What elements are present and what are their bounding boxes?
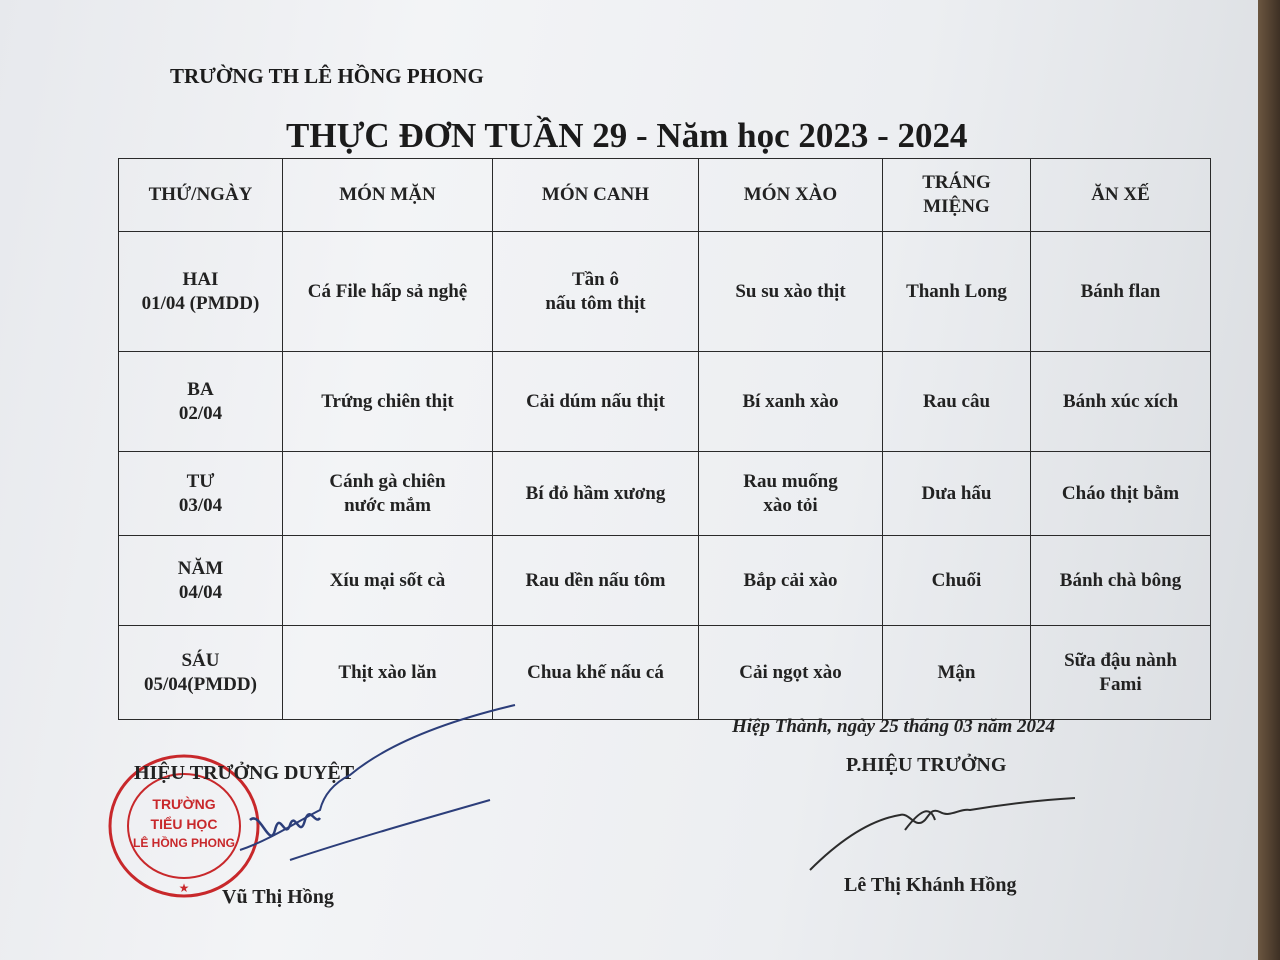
left-signatory-title: HIỆU TRƯỞNG DUYỆT xyxy=(134,762,355,784)
day-name: TƯ xyxy=(186,470,215,492)
header-xao: MÓN XÀO xyxy=(699,159,883,232)
cell-trang-mieng: Thanh Long xyxy=(883,232,1031,352)
cell-canh: Rau dền nấu tôm xyxy=(493,536,699,626)
header-day: THỨ/NGÀY xyxy=(119,159,283,232)
day-name: SÁU xyxy=(181,649,220,671)
stamp-line-3: LÊ HỒNG PHONG xyxy=(132,836,235,850)
cell-man: Cánh gà chiên nước mắm xyxy=(283,452,493,536)
left-signature xyxy=(230,700,530,880)
cell-an-xe: Bánh chà bông xyxy=(1031,536,1211,626)
day-name: BA xyxy=(187,378,214,400)
date-line: Hiệp Thành, ngày 25 tháng 03 năm 2024 xyxy=(732,716,1056,737)
cell-canh: Bí đỏ hầm xương xyxy=(493,452,699,536)
day-date: 01/04 (PMDD) xyxy=(141,292,260,314)
table-row xyxy=(119,232,1211,352)
day-date: 05/04(PMDD) xyxy=(144,673,257,695)
cell-an-xe: Bánh xúc xích xyxy=(1031,352,1211,452)
cell-an-xe: Sữa đậu nành Fami xyxy=(1031,626,1211,720)
cell-an-xe: Bánh flan xyxy=(1031,232,1211,352)
right-signature xyxy=(800,790,1090,880)
cell-man: Xíu mại sốt cà xyxy=(283,536,493,626)
cell-trang-mieng: Dưa hấu xyxy=(883,452,1031,536)
background-surface xyxy=(1258,0,1280,960)
stamp-line-1: TRƯỜNG xyxy=(152,796,216,812)
table-row xyxy=(119,536,1211,626)
header-an-xe: ĂN XẾ xyxy=(1031,159,1211,232)
table-row xyxy=(119,352,1211,452)
cell-canh: Tần ô nấu tôm thịt xyxy=(493,232,699,352)
day-name: NĂM xyxy=(177,557,224,579)
page-title: THỰC ĐƠN TUẦN 29 - Năm học 2023 - 2024 xyxy=(286,116,968,155)
left-signatory-name: Vũ Thị Hồng xyxy=(222,886,334,908)
school-name: TRƯỜNG TH LÊ HỒNG PHONG xyxy=(170,64,484,88)
day-cell xyxy=(119,352,283,452)
cell-canh: Chua khế nấu cá xyxy=(493,626,699,720)
cell-xao: Bắp cải xào xyxy=(699,536,883,626)
menu-table xyxy=(118,158,1211,720)
header-canh: MÓN CANH xyxy=(493,159,699,232)
cell-man: Thịt xào lăn xyxy=(283,626,493,720)
svg-text:★: ★ xyxy=(178,881,190,895)
day-date: 04/04 xyxy=(178,581,223,603)
day-cell xyxy=(119,232,283,352)
cell-xao: Cải ngọt xào xyxy=(699,626,883,720)
right-signatory-title: P.HIỆU TRƯỞNG xyxy=(846,754,1007,776)
cell-man: Trứng chiên thịt xyxy=(283,352,493,452)
cell-trang-mieng: Chuối xyxy=(883,536,1031,626)
cell-trang-mieng: Mận xyxy=(883,626,1031,720)
right-signatory-name: Lê Thị Khánh Hồng xyxy=(844,874,1017,896)
day-name: HAI xyxy=(182,268,219,290)
cell-an-xe: Cháo thịt bằm xyxy=(1031,452,1211,536)
cell-canh: Cải dúm nấu thịt xyxy=(493,352,699,452)
header-trang-mieng: TRÁNG MIỆNG xyxy=(883,159,1031,232)
header-row xyxy=(119,159,1211,232)
header-man: MÓN MẶN xyxy=(283,159,493,232)
day-cell xyxy=(119,452,283,536)
cell-xao: Rau muống xào tỏi xyxy=(699,452,883,536)
stamp-line-2: TIỂU HỌC xyxy=(150,816,218,832)
day-date: 02/04 xyxy=(178,402,223,424)
day-cell xyxy=(119,536,283,626)
cell-xao: Bí xanh xào xyxy=(699,352,883,452)
table-row xyxy=(119,452,1211,536)
cell-man: Cá File hấp sả nghệ xyxy=(283,232,493,352)
cell-xao: Su su xào thịt xyxy=(699,232,883,352)
day-date: 03/04 xyxy=(178,494,223,516)
cell-trang-mieng: Rau câu xyxy=(883,352,1031,452)
